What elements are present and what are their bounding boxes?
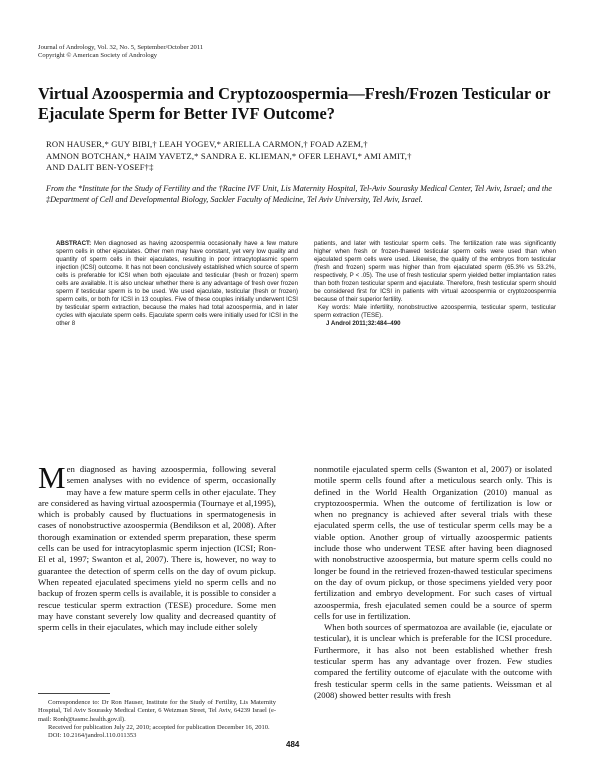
- authors-line-3: AND DALIT BEN-YOSEF†‡: [46, 162, 154, 173]
- abstract-text-part-1: Men diagnosed as having azoospermia occasionally have a few mature sperm cells in other ejaculates. Other men may have constant, yet very low quality and quantity of sperm cells in their ejaculates, resulting in poor intracytoplasmic sperm injection (ICSI) outcome. It has not been conclusively established which source of sperm cells is preferable for ICSI when both ejaculate and testicular (fresh or frozen) sperm cells are available. It is also unclear whether there is any advantage of fresh over frozen sperm if testicular sperm is to be used. We used ejaculate, testicular (fresh or frozen) sperm cells, or both for ICSI in 13 couples. Five of these couples initially underwent ICSI by testicular sperm extraction, because the males had total azoospermia, and in later cycles with ejaculate sperm cells. Ejaculate sperm cells were initially used for ICSI in the other 8: [56, 240, 298, 328]
- authors-line-1: RON HAUSER,* GUY BIBI,† LEAH YOGEV,* ARIELLA CARMON,† FOAD AZEM,†: [46, 139, 368, 149]
- body-column-left: [38, 460, 276, 633]
- body-column-right: [314, 464, 552, 701]
- abstract-label: ABSTRACT:: [56, 240, 92, 247]
- keywords-text: Male infertility, nonobstructive azoospermia, testicular sperm, testicular sperm extraction (TESE).: [314, 304, 556, 320]
- abstract-text-part-2: patients, and later with testicular sperm cells. The fertilization rate was significantly higher when fresh or frozen-thawed testicular sperm cells were used than when ejaculated sperm cells were used. Likewise, the quality of the embryos from testicular (fresh and frozen) sperm was higher than from ejaculated sperm (65.3% vs 53.2%, respectively, P < .05). The use of fresh testicular sperm yielded better implantation rates than both frozen testicular sperm and ejaculate. Therefore, fresh testicular sperm should be considered first for ICSI in patients with virtual azoospermia or cryptozoospermia because of their superior fertility.: [314, 240, 556, 304]
- abstract-column-right: [314, 240, 556, 329]
- intro-paragraph-2: nonmotile ejaculated sperm cells (Swanton et al, 2007) or isolated motile sperm cells found after a meticulous search only. This is defined in the World Health Organization (2010) manual as cryptozoospermia. When the outcome of fertilization is low or when no pregnancy is achieved after several trials with these ejaculated sperm cells, the use of testicular sperm cells may be a viable option. Another group of virtually azoospermic patients include those who underwent TESE after having been diagnosed with nonobstructive azoospermia, but mature sperm cells could no longer be found in the retrieved frozen-thawed testicular specimens on the day of ovum pickup, or those specimens yielded very poor fertilization and embryo development. For such cases of virtual azoospermia, fresh ejaculated semen could be a source of sperm cells for use in fertilization.: [314, 464, 552, 621]
- correspondence-note: Correspondence to: Dr Ron Hauser, Institute for the Study of Fertility, Lis Maternity Hospital, Tel Aviv Sourasky Medical Center, 6 Weizman Street, Tel Aviv, 64239 Israel (e-mail: Ronh@tasmc.health.gov.il).: [38, 699, 276, 723]
- drop-cap: M: [38, 460, 66, 495]
- intro-paragraph-1: [38, 460, 276, 633]
- footnote-divider: [38, 693, 110, 694]
- keywords-line: [314, 304, 556, 320]
- authors-line-2: AMNON BOTCHAN,* HAIM YAVETZ,* SANDRA E. KLIEMAN,* OFER LEHAVI,* AMI AMIT,†: [46, 150, 412, 161]
- footnotes: [38, 699, 276, 740]
- page-number: 484: [286, 740, 300, 749]
- intro-paragraph-3: When both sources of spermatozoa are available (ie, ejaculate or testicular), it is unclear which is preferable for the ICSI procedure. Furthermore, it has also not been established whether fresh testicular sperm has any advantage over frozen. Few studies compared the fertility outcome of ejaculate with the outcome with fresh testicular sperm cells in the same patients. Weissman et al (2008) showed better results with fresh: [314, 622, 552, 700]
- journal-citation-line: Journal of Andrology, Vol. 32, No. 5, September/October 2011: [38, 44, 204, 51]
- doi-note: DOI: 10.2164/jandrol.110.011353: [48, 732, 137, 740]
- copyright-line: Copyright © American Society of Andrology: [38, 52, 158, 60]
- author-affiliation: From the *Institute for the Study of Fertility and the †Racine IVF Unit, Lis Maternity Hospital, Tel-Aviv Sourasky Medical Center, Tel Aviv, Israel; and the ‡Department of Cell and Developmental Biology, Sackler Faculty of Medicine, Tel Aviv University, Tel Aviv, Israel.: [46, 184, 552, 205]
- intro-paragraph-1-text: en diagnosed as having azoospermia, following several semen analyses with no evidence of sperm, occasionally may have a few mature sperm cells in other ejaculate. They are considered as having virtual azoospermia (Tournaye et al,1995), which is probably caused by fluctuations in spermatogenesis in cases of nonobstructive azoospermia (Bendikson et al, 2008). After thorough examination or extended sperm preparation, these sperm cells can be used for intracytoplasmic sperm injection (ICSI; Ron-El et al, 1997; Swanton et al, 2007). There is, however, no way to guarantee the detection of sperm cells on the day of ovum pickup. When repeated ejaculated specimens yield no sperm cells and no backup of frozen sperm cells is available, it is possible to consider a rescue testicular sperm extraction (TESE) procedure. Some men may have constant severely low quality and decreased quantity of sperm cells in their ejaculates, which may include either solely: [38, 464, 276, 633]
- article-citation: J Androl 2011;32:484–490: [326, 320, 401, 328]
- abstract-block: [56, 240, 556, 392]
- keywords-label: Key words:: [318, 304, 351, 312]
- article-title: Virtual Azoospermia and Cryptozoospermia—Fresh/Frozen Testicular or Ejaculate Sperm for Better IVF Outcome?: [38, 84, 551, 123]
- abstract-column-left: [56, 240, 298, 329]
- journal-header: [38, 44, 203, 61]
- received-note: Received for publication July 22, 2010; accepted for publication December 16, 2010.: [48, 723, 270, 731]
- author-list: [46, 139, 566, 174]
